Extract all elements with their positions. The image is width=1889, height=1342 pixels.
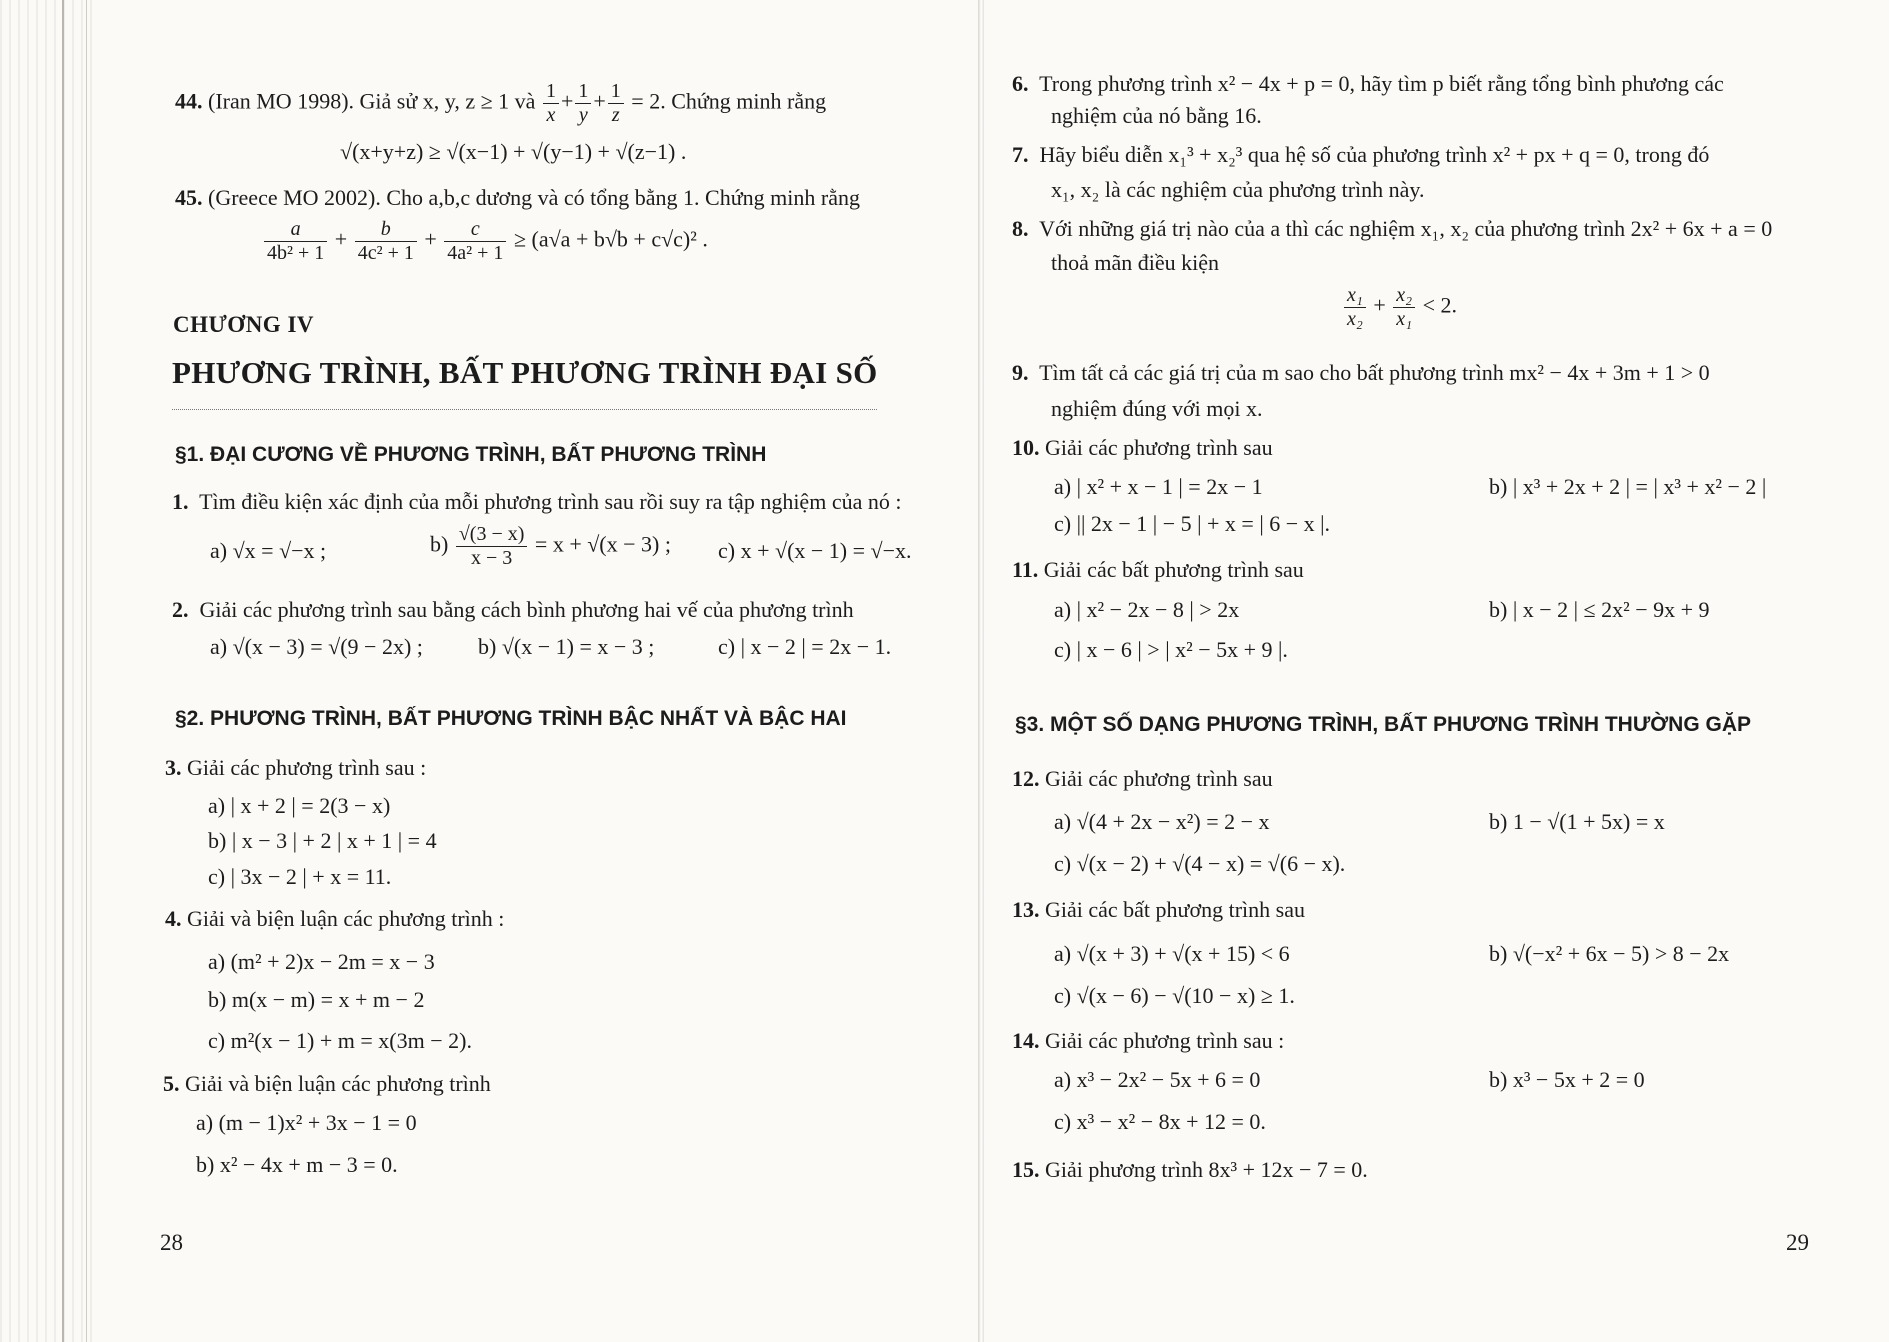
problem-2a: a) √(x − 3) = √(9 − 2x) ; bbox=[210, 634, 423, 659]
problem-8 bbox=[1012, 215, 1772, 243]
problem-1c: c) x + √(x − 1) = √−x. bbox=[718, 538, 912, 563]
formula-44: √(x+y+z) ≥ √(x−1) + √(y−1) + √(z−1) . bbox=[340, 139, 687, 164]
problem-2c: c) | x − 2 | = 2x − 1. bbox=[718, 634, 892, 659]
problem-6-cont: nghiệm của nó bằng 16. bbox=[1051, 103, 1262, 128]
problem-number: 7. bbox=[1012, 142, 1029, 167]
problem-number: 44. bbox=[175, 88, 203, 114]
problem-12b: b) 1 − √(1 + 5x) = x bbox=[1489, 809, 1665, 834]
problem-3 bbox=[165, 754, 426, 782]
problem-number: 10. bbox=[1012, 435, 1040, 460]
formula-rhs: ≥ (a√a + b√b + c√c)² . bbox=[513, 226, 708, 252]
problem-14c: c) x³ − x² − 8x + 12 = 0. bbox=[1054, 1109, 1266, 1134]
chapter-divider bbox=[172, 409, 877, 410]
problem-number: 11. bbox=[1012, 557, 1039, 582]
right-page bbox=[984, 0, 1889, 1342]
problem-44: 44. (Iran MO 1998). Giả sử x, y, z ≥ 1 và $\frac{1}{x}$ + $\frac{1}{y}$ + $\frac{1}{z}$ = 2. Chứng minh rằng bbox=[175, 80, 827, 126]
page-number: 29 bbox=[1786, 1230, 1809, 1255]
problem-15 bbox=[1012, 1156, 1368, 1184]
fraction: $\frac{1}{x}$ bbox=[543, 80, 559, 127]
problem-intro: (Greece MO 2002). Cho a,b,c dương và có tổng bằng 1. Chứng minh rằng bbox=[208, 185, 860, 210]
problem-8-cont: thoả mãn điều kiện bbox=[1051, 250, 1220, 275]
problem-12c: c) √(x − 2) + √(4 − x) = √(6 − x). bbox=[1054, 851, 1346, 876]
problem-text: Tìm điều kiện xác định của mỗi phương trình sau rồi suy ra tập nghiệm của nó : bbox=[199, 489, 902, 514]
problem-1a: a) √x = √−x ; bbox=[210, 538, 327, 563]
problem-text: Với những giá trị nào của a thì các nghiệm x₁, x₂ của phương trình 2x² + 6x + a = 0 bbox=[1039, 216, 1773, 241]
binding-shadow bbox=[0, 0, 95, 1342]
section-heading-2: §2. PHƯƠNG TRÌNH, BẤT PHƯƠNG TRÌNH BẬC NHẤT VÀ BẬC HAI bbox=[175, 707, 847, 730]
problem-text: Giải phương trình 8x³ + 12x − 7 = 0. bbox=[1045, 1157, 1368, 1182]
problem-10c: c) || 2x − 1 | − 5 | + x = | 6 − x |. bbox=[1054, 511, 1331, 536]
problem-number: 6. bbox=[1012, 71, 1029, 96]
binding-line bbox=[62, 0, 64, 1342]
problem-9-cont: nghiệm đúng với mọi x. bbox=[1051, 396, 1263, 421]
problem-13b: b) √(−x² + 6x − 5) > 8 − 2x bbox=[1489, 941, 1730, 966]
problem-11c: c) | x − 6 | > | x² − 5x + 9 |. bbox=[1054, 637, 1288, 662]
problem-4a: a) (m² + 2)x − 2m = x − 3 bbox=[208, 949, 435, 974]
problem-number: 8. bbox=[1012, 216, 1029, 241]
problem-5b: b) x² − 4x + m − 3 = 0. bbox=[196, 1152, 398, 1177]
problem-number: 13. bbox=[1012, 897, 1040, 922]
chapter-label: CHƯƠNG IV bbox=[173, 312, 315, 337]
problem-12 bbox=[1012, 765, 1273, 793]
page-number: 28 bbox=[160, 1230, 183, 1255]
problem-5a: a) (m − 1)x² + 3x − 1 = 0 bbox=[196, 1110, 417, 1135]
chapter-title: PHƯƠNG TRÌNH, BẤT PHƯƠNG TRÌNH ĐẠI SỐ bbox=[172, 355, 878, 390]
fraction: $\frac{c}{\text{4a² + 1}}$ bbox=[444, 218, 506, 265]
problem-7 bbox=[1012, 141, 1709, 169]
problem-2 bbox=[172, 596, 854, 624]
problem-3a: a) | x + 2 | = 2(3 − x) bbox=[208, 793, 391, 818]
section-heading-1: §1. ĐẠI CƯƠNG VỀ PHƯƠNG TRÌNH, BẤT PHƯƠNG TRÌNH bbox=[175, 443, 767, 466]
problem-10 bbox=[1012, 434, 1273, 462]
problem-text: Giải các phương trình sau : bbox=[1045, 1028, 1285, 1053]
fraction: $\frac{\text{x₂}}{\text{x₁}}$ bbox=[1393, 284, 1415, 331]
problem-6 bbox=[1012, 70, 1724, 98]
fraction: $\frac{1}{y}$ bbox=[575, 80, 591, 127]
problem-number: 9. bbox=[1012, 360, 1029, 385]
problem-text: Giải các phương trình sau bbox=[1045, 766, 1273, 791]
problem-5 bbox=[163, 1070, 491, 1098]
problem-number: 14. bbox=[1012, 1028, 1040, 1053]
problem-number: 5. bbox=[163, 1071, 180, 1096]
problem-13 bbox=[1012, 896, 1305, 924]
problem-10b: b) | x³ + 2x + 2 | = | x³ + x² − 2 | bbox=[1489, 474, 1767, 499]
problem-number: 2. bbox=[172, 597, 189, 622]
problem-text: Tìm tất cả các giá trị của m sao cho bất phương trình mx² − 4x + 3m + 1 > 0 bbox=[1039, 360, 1710, 385]
formula-45: $\frac{a}{\text{4b² + 1}}$ + $\frac{b}{\text{4c² + 1}}$ + $\frac{c}{\text{4a² + 1}}$ ≥ (a√a + b√b + c√c)² . bbox=[262, 218, 708, 265]
problem-14 bbox=[1012, 1027, 1284, 1055]
problem-4 bbox=[165, 905, 504, 933]
section-heading-3: §3. MỘT SỐ DẠNG PHƯƠNG TRÌNH, BẤT PHƯƠNG TRÌNH THƯỜNG GẶP bbox=[1015, 713, 1752, 736]
problem-text: Giải các phương trình sau bbox=[1045, 435, 1273, 460]
problem-10a: a) | x² + x − 1 | = 2x − 1 bbox=[1054, 474, 1263, 499]
problem-text: Giải các bất phương trình sau bbox=[1043, 557, 1304, 582]
problem-number: 4. bbox=[165, 906, 182, 931]
problem-text: Giải và biện luận các phương trình : bbox=[187, 906, 505, 931]
problem-number: 12. bbox=[1012, 766, 1040, 791]
problem-intro-tail: = 2. Chứng minh rằng bbox=[631, 88, 827, 114]
problem-14b: b) x³ − 5x + 2 = 0 bbox=[1489, 1067, 1645, 1092]
fraction: $\frac{\text{x₁}}{\text{x₂}}$ bbox=[1344, 284, 1366, 331]
problem-4b: b) m(x − m) = x + m − 2 bbox=[208, 987, 425, 1012]
problem-text: Giải các bất phương trình sau bbox=[1045, 897, 1305, 922]
problem-text: Trong phương trình x² − 4x + p = 0, hãy tìm p biết rằng tổng bình phương các bbox=[1039, 71, 1724, 96]
problem-14a: a) x³ − 2x² − 5x + 6 = 0 bbox=[1054, 1067, 1261, 1092]
formula-8: $\frac{\text{x₁}}{\text{x₂}}$ + $\frac{\text{x₂}}{\text{x₁}}$ < 2. bbox=[1342, 284, 1457, 331]
problem-1 bbox=[172, 488, 901, 516]
problem-number: 1. bbox=[172, 489, 189, 514]
problem-7-cont: x₁, x₂ là các nghiệm của phương trình này. bbox=[1051, 177, 1425, 202]
problem-3b: b) | x − 3 | + 2 | x + 1 | = 4 bbox=[208, 828, 437, 853]
fraction: $\frac{a}{\text{4b² + 1}}$ bbox=[264, 218, 327, 265]
fraction: $\frac{b}{\text{4c² + 1}}$ bbox=[355, 218, 417, 265]
problem-number: 45. bbox=[175, 185, 203, 210]
problem-2b: b) √(x − 1) = x − 3 ; bbox=[478, 634, 655, 659]
problem-text: Giải các phương trình sau : bbox=[187, 755, 427, 780]
problem-3c: c) | 3x − 2 | + x = 11. bbox=[208, 864, 392, 889]
problem-text: Giải các phương trình sau bằng cách bình phương hai vế của phương trình bbox=[199, 597, 854, 622]
problem-number: 15. bbox=[1012, 1157, 1040, 1182]
problem-45 bbox=[175, 184, 860, 212]
problem-1b: b) $\frac{√(3 - x)}{x - 3}$ = x + √(x − 3) ; bbox=[430, 523, 671, 569]
problem-11a: a) | x² − 2x − 8 | > 2x bbox=[1054, 597, 1240, 622]
binding-line-inner bbox=[86, 0, 87, 1342]
fraction: $\frac{√(3 - x)}{x - 3}$ bbox=[456, 523, 528, 570]
problem-number: 3. bbox=[165, 755, 182, 780]
problem-11 bbox=[1012, 556, 1304, 584]
problem-intro: (Iran MO 1998). Giả sử x, y, z ≥ 1 và bbox=[208, 88, 536, 114]
problem-4c: c) m²(x − 1) + m = x(3m − 2). bbox=[208, 1028, 472, 1053]
problem-13c: c) √(x − 6) − √(10 − x) ≥ 1. bbox=[1054, 983, 1295, 1008]
fraction: $\frac{1}{z}$ bbox=[608, 80, 624, 127]
problem-11b: b) | x − 2 | ≤ 2x² − 9x + 9 bbox=[1489, 597, 1710, 622]
problem-text: Giải và biện luận các phương trình bbox=[185, 1071, 491, 1096]
problem-text: Hãy biểu diễn x₁³ + x₂³ qua hệ số của phương trình x² + px + q = 0, trong đó bbox=[1039, 142, 1710, 167]
problem-12a: a) √(4 + 2x − x²) = 2 − x bbox=[1054, 809, 1270, 834]
problem-9 bbox=[1012, 359, 1710, 387]
problem-13a: a) √(x + 3) + √(x + 15) < 6 bbox=[1054, 941, 1290, 966]
